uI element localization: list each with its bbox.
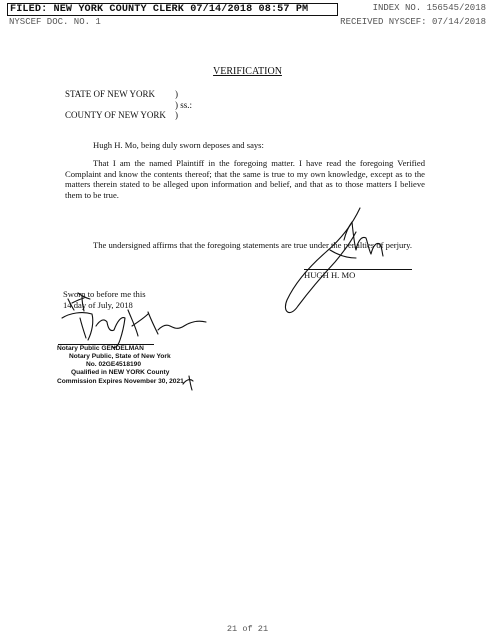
deposition-intro: Hugh H. Mo, being duly sworn deposes and says: — [93, 140, 264, 150]
notary-stamp-line: Commission Expires November 30, 2021 — [57, 378, 184, 385]
notary-signature — [62, 313, 93, 340]
page-number: 21 of 21 — [226, 624, 269, 634]
deponent-signature — [285, 208, 360, 313]
jurat-line-2: 14 day of July, 2018 — [63, 300, 133, 310]
venue-ss: ) ss.: — [175, 100, 193, 110]
jurat-line-1: Sworn to before me this — [63, 289, 146, 299]
nyscef-doc-number: NYSCEF DOC. NO. 1 — [9, 17, 101, 27]
notary-stamp-line: Notary Public, State of New York — [69, 353, 171, 360]
notary-stamp-line: Qualified in NEW YORK County — [71, 369, 170, 376]
filed-stamp: FILED: NEW YORK COUNTY CLERK 07/14/2018 08:57 PM — [7, 3, 338, 16]
received-date: RECEIVED NYSCEF: 07/14/2018 — [340, 17, 486, 27]
affirmation-paragraph: The undersigned affirms that the foregoing statements are true under the penalties of perjury. — [93, 240, 413, 250]
notary-stamp-line: Notary Public GENDELMAN — [57, 345, 144, 352]
document-title: VERIFICATION — [213, 66, 282, 77]
venue-paren: ) — [175, 110, 178, 120]
signer-name: HUGH H. MO — [304, 270, 356, 280]
notary-stamp-line: No. 02GE4518190 — [86, 361, 141, 368]
index-number: INDEX NO. 156545/2018 — [372, 3, 486, 13]
venue-county: COUNTY OF NEW YORK — [65, 110, 166, 120]
verification-paragraph: That I am the named Plaintiff in the foregoing matter. I have read the foregoing Verified Complaint and know the contents thereof; that the same is true to my own knowledge, except as to the matters therein stated to be alleged upon information and belief, and that as to those matters I believe them to be true. — [65, 158, 425, 200]
venue-paren: ) — [175, 89, 178, 99]
venue-state: STATE OF NEW YORK — [65, 89, 156, 99]
